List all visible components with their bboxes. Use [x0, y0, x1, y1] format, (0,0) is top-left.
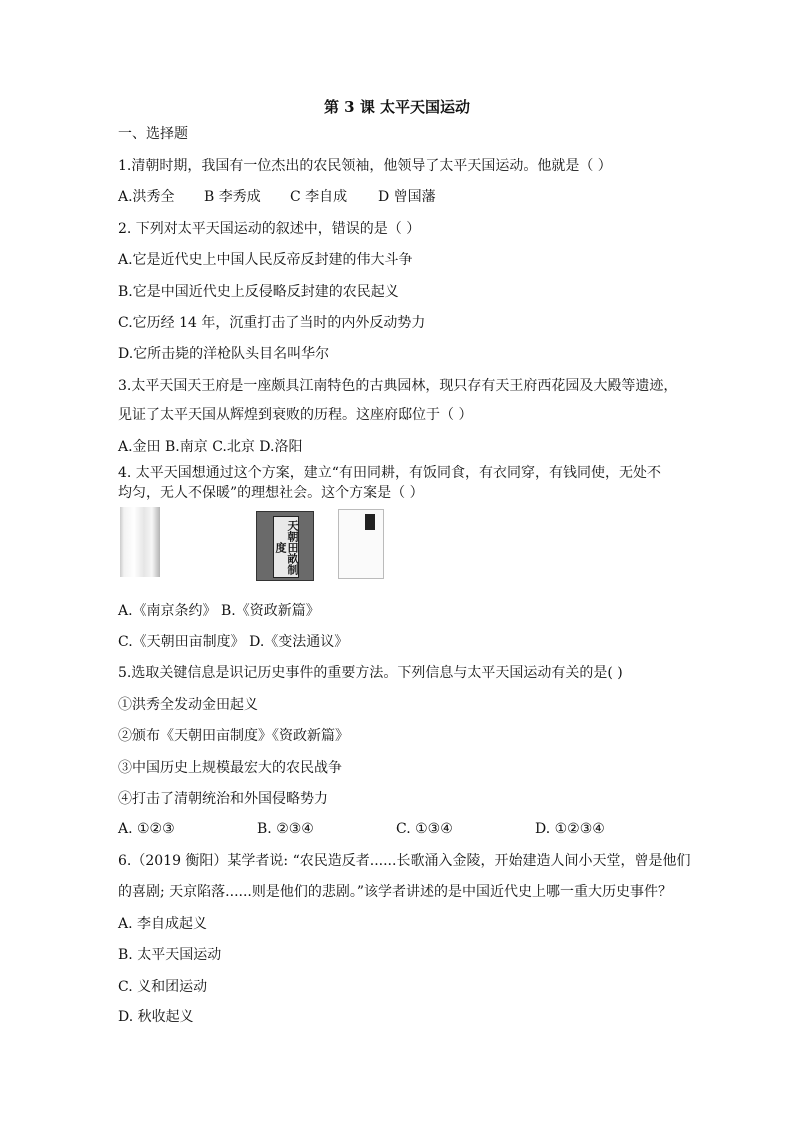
question-4-options-line2: C.《天朝田亩制度》 D.《变法通议》: [118, 634, 349, 650]
question-3-stem-line1: 3.太平天国天王府是一座颇具江南特色的古典园林，现只存有天王府西花园及大殿等遗迹，: [118, 378, 678, 394]
q5-option-b: B. ②③④: [257, 821, 314, 837]
question-2-stem: 2. 下列对太平天国运动的叙述中，错误的是（ ）: [118, 221, 421, 237]
q2-option-c: C.它历经 14 年，沉重打击了当时的内外反动势力: [118, 315, 426, 331]
q6-option-c: C. 义和团运动: [118, 979, 208, 995]
document-photo-1: [120, 507, 160, 577]
q5-item-3: ③中国历史上规模最宏大的农民战争: [118, 760, 342, 776]
section-heading: 一、选择题: [118, 126, 188, 142]
q1-option-c: C 李自成: [290, 189, 348, 205]
q2-option-d: D.它所击毙的洋枪队头目名叫华尔: [118, 346, 330, 362]
q5-option-c: C. ①③④: [396, 821, 453, 837]
question-5-stem: 5.选取关键信息是识记历史事件的重要方法。下列信息与太平天国运动有关的是( ): [118, 665, 623, 681]
q5-option-a: A. ①②③: [118, 821, 175, 837]
question-4-figures: [118, 507, 418, 579]
q2-option-b: B.它是中国近代史上反侵略反封建的农民起义: [118, 284, 399, 300]
question-4-stem-line2: 均匀，无人不保暖”的理想社会。这个方案是（ ）: [118, 485, 424, 501]
q5-option-d: D. ①②③④: [535, 821, 605, 837]
q1-option-a: A.洪秀全: [118, 189, 175, 205]
q5-item-1: ①洪秀全发动金田起义: [118, 697, 258, 713]
q5-item-2: ②颁布《天朝田亩制度》《资政新篇》: [118, 728, 349, 744]
page-title: 第 3 课 太平天国运动: [323, 98, 471, 116]
question-1-stem: 1.清朝时期，我国有一位杰出的农民领袖，他领导了太平天国运动。他就是（ ）: [118, 158, 612, 174]
question-4-stem-line1: 4. 太平天国想通过这个方案，建立“有田同耕，有饭同食，有衣同穿，有钱同使，无处不: [118, 465, 661, 481]
q6-option-b: B. 太平天国运动: [118, 947, 222, 963]
q2-option-a: A.它是近代史上中国人民反帝反封建的伟大斗争: [118, 252, 413, 268]
question-5-options: [118, 820, 688, 838]
question-6-stem-line1: 6.（2019 衡阳）某学者说: “农民造反者......长歌涌入金陵，开始建造人间小天堂，曾是他们: [118, 853, 691, 869]
document-photo-3: [338, 509, 384, 579]
book-cover-title: 天朝田畝制度: [273, 516, 299, 578]
question-3-options: A.金田 B.南京 C.北京 D.洛阳: [118, 439, 303, 455]
question-1-options: [118, 188, 688, 206]
question-4-options-line1: A.《南京条约》 B.《资政新篇》: [118, 603, 320, 619]
book-spine-mark: [365, 514, 375, 530]
document-photo-2: [256, 511, 314, 581]
question-6-stem-line2: 的喜剧; 天京陷落......则是他们的悲剧。”该学者讲述的是中国近代史上哪一重大历史事件？: [118, 884, 673, 900]
q1-option-b: B 李秀成: [204, 189, 261, 205]
question-3-stem-line2: 见证了太平天国从辉煌到衰败的历程。这座府邸位于（ ）: [118, 407, 473, 423]
q6-option-d: D. 秋收起义: [118, 1009, 194, 1025]
q5-item-4: ④打击了清朝统治和外国侵略势力: [118, 791, 328, 807]
q6-option-a: A. 李自成起义: [118, 916, 208, 932]
q1-option-d: D 曾国藩: [378, 189, 436, 205]
